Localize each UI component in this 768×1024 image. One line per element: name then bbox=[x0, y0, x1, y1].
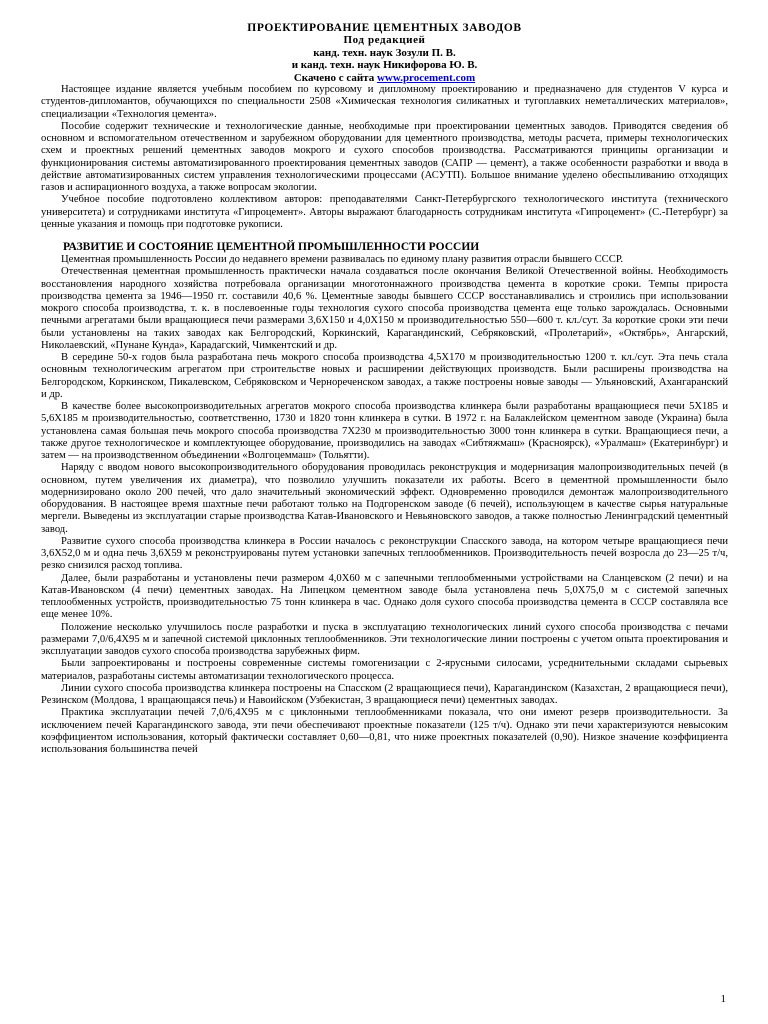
document-title: ПРОЕКТИРОВАНИЕ ЦЕМЕНТНЫХ ЗАВОДОВ bbox=[247, 22, 522, 34]
section-paragraph: Развитие сухого способа производства клинкера в России началось с реконструкции Спасского завода, на котором четыре вращающиеся печи 3,6Х52,0 м и одна печь 3,6Х59 м реконструированы путем установки запечных теплообменников. Производительность печей возросла до 23—25 т/ч, резко снизился расход топлива. bbox=[41, 535, 728, 572]
editor-1: канд. техн. наук Зозули П. В. bbox=[313, 46, 456, 59]
section-paragraph: Цементная промышленность России до недавнего времени развивалась по единому плану развития отрасли бывшего СССР. bbox=[61, 254, 624, 266]
section-paragraph: Далее, были разработаны и установлены печи размером 4,0Х60 м с запечными теплообменными устройствами на Сланцевском (2 печи) и на Катав-Ивановском (4 печи) цементных заводах. На Липецком цементном заводе была установлена печь 5,0Х75,0 м с системой запечных теплообменных устройств, производительностью 75 тонн клинкера в час. Однако доля сухого способа производства цемента в СССР составляла все еще менее 10%. bbox=[41, 572, 728, 621]
section-paragraph: Наряду с вводом нового высокопроизводительного оборудования проводилась реконструкция и модернизация малопроизводительных печей (в основном, путем увеличения их диаметра), что позволило улучшить показатели их работы. Всего в цементной промышленности было модернизировано около 200 печей, что дало значительный экономический эффект. Одновременно проводился демонтаж малопроизводительного оборудования. В настоящее время шахтные печи работают только на Подгоренском заводе (6 печей), использующем в качестве сырья натуральные мергели. Выведены из эксплуатации старые производства Катав-Ивановского и Невьяновского заводов, а также полностью Ленинградский цементный завод. bbox=[41, 462, 728, 535]
section-text bbox=[41, 254, 728, 756]
section-heading: РАЗВИТИЕ И СОСТОЯНИЕ ЦЕМЕНТНОЙ ПРОМЫШЛЕННОСТИ РОССИИ bbox=[63, 241, 480, 254]
page-number: 1 bbox=[720, 993, 726, 1005]
intro-paragraph: Пособие содержит технические и технологические данные, необходимые при проектировании цементных заводов. Приводятся сведения об основном и вспомогательном отечественном и зарубежном оборудовании для цементного производства, методы расчета, примеры технологических схем и проектных решений цементных заводов мокрого и сухого способов производства. Рассматриваются принципы организации и функционирования системы автоматизированного проектирования цементных заводов (САПР — цемент), а также особенности разработки и ввода в действие автоматизированных систем управления технологическими процессами (АСУТП). Большое внимание уделено обеспыливанию отходящих газов и аспирационного воздуха, а также вопросам экологии. bbox=[41, 120, 728, 194]
section-paragraph: Положение несколько улучшилось после разработки и пуска в эксплуатацию технологических линий сухого способа производства с печами размерами 7,0/6,4Х95 м и запечной системой циклонных теплообменников. Эти технологические линии построены с учетом опыта проектирования и эксплуатации заводов сухого способа производства зарубежных фирм. bbox=[41, 621, 728, 658]
section-paragraph: В середине 50-х годов была разработана печь мокрого способа производства 4,5Х170 м производительностью 1200 т. кл./сут. Эта печь стала основным технологическим агрегатом при строительстве новых и расширении действующих производств. Были расширены производства на Белгородском, Коркинском, Пикалевском, Себряковском и Чернореченском заводах, а также построены новые заводы — Ульяновский, Ахангаранский и др. bbox=[41, 352, 728, 400]
section-paragraph: Практика эксплуатации печей 7,0/6,4Х95 м с циклонными теплообменниками показала, что они имеют резерв производительности. За исключением печей Карагандинского завода, эти печи обеспечивают проектные показатели (125 т/ч). Однако эти печи характеризуются невысоким коэффициентом использования, который фактически составляет 0,60—0,81, что ниже проектных показателей (0,90). Низкое значение коэффициента использования большинства печей bbox=[41, 707, 728, 756]
section-paragraph: В качестве более высокопроизводительных агрегатов мокрого способа производства клинкера были разработаны вращающиеся печи 5Х185 и 5,6Х185 м производительностью, соответственно, 1730 и 1820 тонн клинкера в сутки. В 1972 г. на Балаклейском цементном заводе (Украина) была установлена самая большая печь мокрого способа производства 7Х230 м производительностью 3000 тонн клинкера в сутки. Вращающиеся печи, а также другое технологическое и комплектующее оборудование, производились на заводах «Сибтяжмаш» (Красноярск), «Уралмаш» (Екатеринбург) и затем — на производственном объединении «Волгоцеммаш» (Тольятти). bbox=[41, 401, 728, 462]
download-prefix: Скачено с сайта bbox=[293, 71, 375, 84]
intro-text bbox=[41, 84, 728, 231]
download-source bbox=[41, 72, 728, 84]
document-header bbox=[41, 22, 728, 84]
download-link[interactable]: www.procement.com bbox=[376, 71, 476, 84]
section-paragraph: Были запроектированы и построены современные системы гомогенизации с 2-ярусными силосами, усреднительными складами сырьевых материалов, разработаны системы автоматизации технологического процесса. bbox=[41, 658, 728, 682]
edited-by-label: Под редакцией bbox=[343, 34, 426, 47]
intro-paragraph: Настоящее издание является учебным пособием по курсовому и дипломному проектированию и предназначено для студентов V курса и студентов-дипломантов, обучающихся по специальности 2508 «Химическая технология силикатных и тугоплавких неметаллических материалов», специализации «Технология цемента». bbox=[41, 84, 728, 120]
section-paragraph: Линии сухого способа производства клинкера построены на Спасском (2 вращающиеся печи), Карагандинском (Казахстан, 2 вращающиеся печи), Резинском (Молдова, 1 вращающаяся печь) и Навоийском (Узбекистан, 3 вращающиеся печи) цементных заводах. bbox=[41, 682, 728, 707]
editor-2: и канд. техн. наук Никифорова Ю. В. bbox=[291, 59, 478, 72]
section-paragraph: Отечественная цементная промышленность практически начала создаваться после окончания Великой Отечественной войны. Необходимость восстановления народного хозяйства потребовала организации многотоннажного производства цемента в короткие сроки. Темпы прироста производства цемента за 1946—1950 гг. составили 40,6 %. Цементные заводы бывшего СССР восстанавливались и строились при использовании мокрого способа производства, т. к. в послевоенные годы технология сухого способа производства цемента еще только зарождалась. Основными печными агрегатами были вращающиеся печи размерами 3,6Х150 и 4,0Х150 м производительностью 550—600 т. кл./сут. За короткие сроки эти печи были установлены на таких заводах как Белгородский, Коркинский, Карагандинский, Себряковский, «Пролетарий», «Октябрь», Ангарский, Николаевский, «Пунане Кунда», Карадагский, Чимкентский и др. bbox=[41, 266, 728, 351]
intro-paragraph: Учебное пособие подготовлено коллективом авторов: преподавателями Санкт-Петербургского технологического института (технического университета) и сотрудниками института «Гипроцемент». Авторы выражают благодарность сотрудникам института «Гипроцемент» (С.-Петербург) за ценные указания и помощь при подготовке рукописи. bbox=[41, 194, 728, 230]
